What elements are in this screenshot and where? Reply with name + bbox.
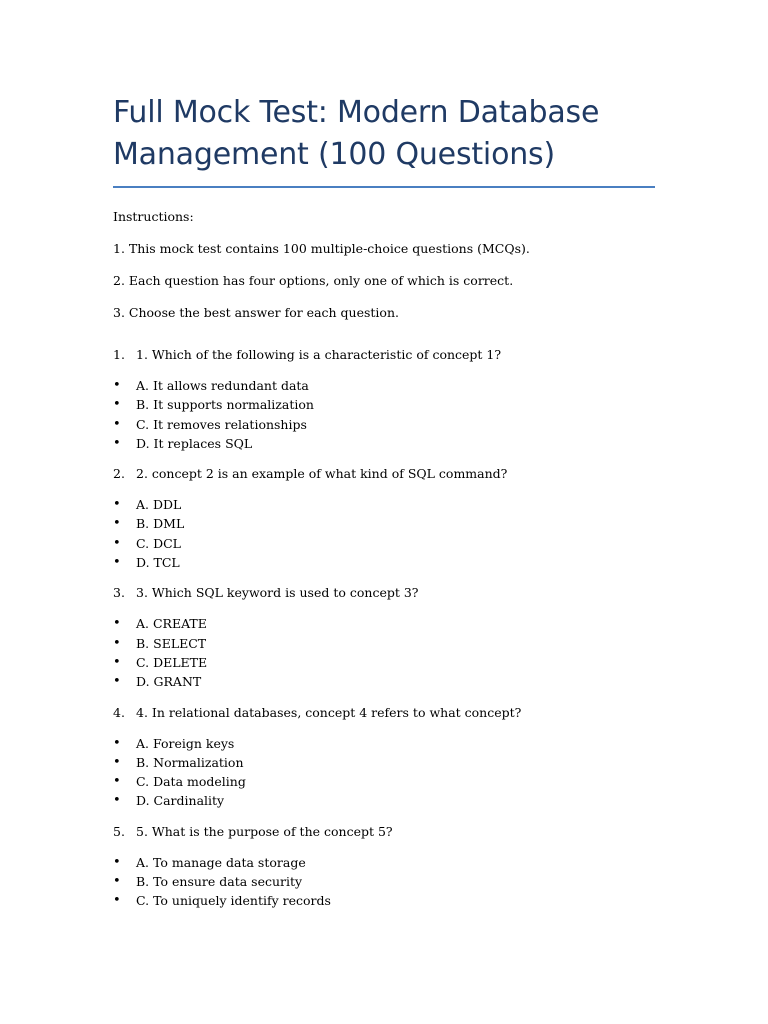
option-text: C. To uniquely identify records bbox=[136, 893, 331, 909]
question-item bbox=[113, 466, 658, 572]
option-text: B. SELECT bbox=[136, 635, 207, 651]
bullet-icon: • bbox=[113, 754, 121, 770]
option-text: C. It removes relationships bbox=[136, 416, 307, 432]
question bbox=[113, 705, 658, 721]
options-list bbox=[113, 376, 658, 453]
question bbox=[113, 466, 658, 482]
question-item bbox=[113, 824, 658, 911]
bullet-icon: • bbox=[113, 735, 121, 751]
question bbox=[113, 347, 658, 363]
questions-list bbox=[113, 347, 658, 911]
question-number: 4. bbox=[113, 704, 125, 720]
bullet-icon: • bbox=[113, 378, 121, 393]
option-text: C. Data modeling bbox=[136, 774, 246, 790]
option-item bbox=[113, 395, 658, 414]
bullet-icon: • bbox=[113, 674, 121, 690]
question-text: 1. Which of the following is a characteristic of concept 1? bbox=[136, 347, 502, 362]
instruction-line: 2. Each question has four options, only one of which is correct. bbox=[113, 273, 514, 288]
option-text: B. To ensure data security bbox=[136, 874, 303, 890]
option-text: A. To manage data storage bbox=[136, 854, 306, 870]
option-item bbox=[113, 614, 658, 633]
question bbox=[113, 585, 658, 601]
question-number: 1. bbox=[113, 347, 125, 362]
option-text: D. GRANT bbox=[136, 674, 202, 690]
bullet-icon: • bbox=[113, 616, 121, 632]
options-list bbox=[113, 495, 658, 572]
instruction-line: 1. This mock test contains 100 multiple-choice questions (MCQs). bbox=[113, 241, 530, 256]
option-item bbox=[113, 534, 658, 553]
bullet-icon: • bbox=[113, 854, 121, 870]
options-list bbox=[113, 853, 658, 911]
bullet-icon: • bbox=[113, 874, 121, 890]
option-text: B. It supports normalization bbox=[136, 397, 314, 413]
option-item bbox=[113, 753, 658, 772]
option-text: D. It replaces SQL bbox=[136, 435, 253, 451]
title-underline bbox=[113, 186, 655, 188]
option-text: C. DELETE bbox=[136, 654, 208, 670]
option-item bbox=[113, 853, 658, 872]
bullet-icon: • bbox=[113, 635, 121, 651]
option-item bbox=[113, 772, 658, 791]
bullet-icon: • bbox=[113, 654, 121, 670]
option-item bbox=[113, 553, 658, 572]
option-text: B. Normalization bbox=[136, 754, 244, 770]
bullet-icon: • bbox=[113, 435, 121, 451]
option-text: A. Foreign keys bbox=[136, 735, 235, 751]
instructions-label: Instructions: bbox=[113, 209, 194, 224]
option-text: A. DDL bbox=[136, 497, 182, 513]
options-list bbox=[113, 734, 658, 811]
question-text: 2. concept 2 is an example of what kind of SQL command? bbox=[136, 466, 508, 482]
bullet-icon: • bbox=[113, 397, 121, 413]
question-number: 3. bbox=[113, 585, 125, 601]
bullet-icon: • bbox=[113, 774, 121, 790]
option-item bbox=[113, 376, 658, 395]
instructions-section bbox=[113, 209, 658, 321]
question-item bbox=[113, 347, 658, 453]
option-text: A. CREATE bbox=[136, 616, 207, 632]
option-item bbox=[113, 514, 658, 533]
bullet-icon: • bbox=[113, 535, 121, 551]
option-item bbox=[113, 791, 658, 810]
option-item bbox=[113, 734, 658, 753]
option-text: C. DCL bbox=[136, 535, 181, 551]
option-item bbox=[113, 672, 658, 691]
bullet-icon: • bbox=[113, 893, 121, 909]
options-list bbox=[113, 614, 658, 691]
question-number: 2. bbox=[113, 466, 125, 482]
option-item bbox=[113, 434, 658, 453]
bullet-icon: • bbox=[113, 793, 121, 809]
question bbox=[113, 824, 658, 840]
bullet-icon: • bbox=[113, 516, 121, 532]
option-item bbox=[113, 415, 658, 434]
question-text: 5. What is the purpose of the concept 5? bbox=[136, 823, 393, 839]
document-page bbox=[113, 0, 658, 924]
option-text: D. Cardinality bbox=[136, 793, 225, 809]
question-number: 5. bbox=[113, 823, 125, 839]
question-item bbox=[113, 705, 658, 811]
document-title: Full Mock Test: Modern Database Management (100 Questions) bbox=[113, 95, 600, 172]
instruction-line: 3. Choose the best answer for each question. bbox=[113, 305, 399, 320]
option-text: D. TCL bbox=[136, 555, 180, 571]
question-text: 3. Which SQL keyword is used to concept 3? bbox=[136, 585, 419, 601]
question-item bbox=[113, 585, 658, 691]
option-item bbox=[113, 891, 658, 910]
bullet-icon: • bbox=[113, 497, 121, 513]
option-item bbox=[113, 653, 658, 672]
question-text: 4. In relational databases, concept 4 refers to what concept? bbox=[136, 704, 522, 720]
option-item bbox=[113, 495, 658, 514]
bullet-icon: • bbox=[113, 416, 121, 432]
option-text: B. DML bbox=[136, 516, 185, 532]
option-item bbox=[113, 872, 658, 891]
option-item bbox=[113, 634, 658, 653]
option-text: A. It allows redundant data bbox=[136, 378, 309, 393]
bullet-icon: • bbox=[113, 555, 121, 571]
